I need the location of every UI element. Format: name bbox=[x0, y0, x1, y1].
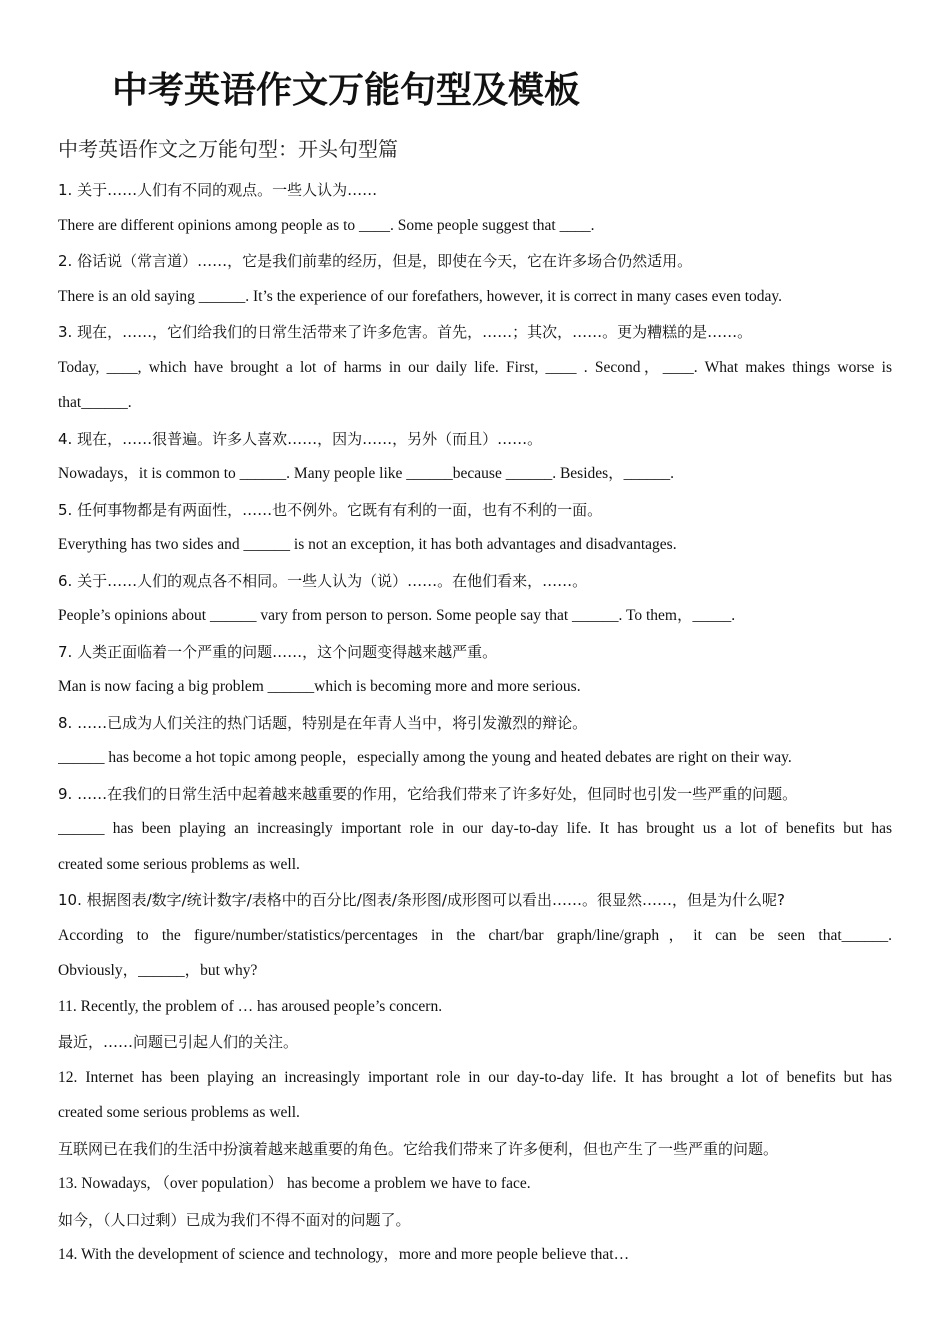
chinese-sentence: 如今，（人口过剩）已成为我们不得不面对的问题了。 bbox=[58, 1210, 411, 1229]
sentence-item bbox=[58, 989, 892, 1060]
chinese-sentence: 3. 现在，……，它们给我们的日常生活带来了许多危害。首先，……；其次，……。更为糟糕的是……。 bbox=[58, 323, 753, 341]
section-title: 中考英语作文之万能句型：开头句型篇 bbox=[58, 137, 398, 161]
sentence-item bbox=[58, 882, 892, 989]
english-sentence-line: 12. Internet has been playing an increasingly important role in our day-to-day life. It has brought a lot of benefits but has bbox=[58, 1068, 892, 1086]
sentence-item bbox=[58, 563, 892, 634]
english-sentence-line: ______ has been playing an increasingly important role in our day-to-day life. It has brought us a lot of benefits but has bbox=[58, 820, 892, 837]
chinese-sentence: 7. 人类正面临着一个严重的问题……，这个问题变得越来越严重。 bbox=[58, 642, 498, 661]
chinese-sentence: 2. 俗话说（常言道）……，它是我们前辈的经历，但是，即使在今天，它在许多场合仍然适用。 bbox=[58, 252, 693, 270]
chinese-sentence: 9. ……在我们的日常生活中起着越来越重要的作用，它给我们带来了许多好处，但同时也引发一些严重的问题。 bbox=[58, 784, 798, 803]
sentence-item bbox=[58, 705, 892, 776]
english-sentence-line: 14. With the development of science and technology，more and more people believe that… bbox=[58, 1246, 630, 1263]
sentence-item bbox=[58, 1166, 892, 1237]
chinese-sentence: 5. 任何事物都是有两面性，……也不例外。它既有有利的一面，也有不利的一面。 bbox=[58, 500, 603, 519]
chinese-sentence: 1. 关于……人们有不同的观点。一些人认为…… bbox=[58, 181, 378, 199]
english-sentence-line: People’s opinions about ______ vary from person to person. Some people say that ______. To them，_____. bbox=[58, 607, 736, 624]
english-sentence-line: There are different opinions among people as to ____. Some people suggest that ____. bbox=[58, 216, 595, 234]
sentence-item bbox=[58, 634, 892, 705]
chinese-sentence: 最近，……问题已引起人们的关注。 bbox=[58, 1033, 299, 1051]
sentence-item bbox=[58, 1060, 892, 1167]
english-sentence-line: Everything has two sides and ______ is not an exception, it has both advantages and disadvantages. bbox=[58, 536, 677, 553]
sentence-item bbox=[58, 314, 892, 421]
sentence-item bbox=[58, 776, 892, 883]
english-sentence-line: Obviously，______，but why? bbox=[58, 962, 258, 979]
sentence-item bbox=[58, 421, 892, 492]
english-sentence-line: According to the figure/number/statistics/percentages in the chart/bar graph/line/graph，it can be seen that______. bbox=[58, 926, 892, 944]
chinese-sentence: 10. 根据图表/数字/统计数字/表格中的百分比/图表/条形图/成形图可以看出……。很显然……，但是为什么呢? bbox=[58, 891, 785, 909]
english-sentence-line: There is an old saying ______. It’s the experience of our forefathers, however, it is correct in many cases even today. bbox=[58, 287, 783, 305]
sentence-item bbox=[58, 1237, 892, 1273]
english-sentence-line: Man is now facing a big problem ______which is becoming more and more serious. bbox=[58, 678, 581, 695]
english-sentence-line: ______ has become a hot topic among people，especially among the young and heated debates are right on their way. bbox=[58, 749, 792, 766]
english-sentence-line: created some serious problems as well. bbox=[58, 855, 300, 873]
english-sentence-line: 13. Nowadays, （over population） has become a problem we have to face. bbox=[58, 1175, 531, 1192]
english-sentence-line: created some serious problems as well. bbox=[58, 1104, 300, 1121]
english-sentence-line: that______. bbox=[58, 394, 132, 411]
chinese-sentence: 6. 关于……人们的观点各不相同。一些人认为（说）……。在他们看来，……。 bbox=[58, 571, 588, 590]
sentence-item bbox=[58, 172, 892, 243]
chinese-sentence: 8. ……已成为人们关注的热门话题，特别是在年青人当中，将引发激烈的辩论。 bbox=[58, 713, 588, 732]
sentence-item bbox=[58, 492, 892, 563]
document-title: 中考英语作文万能句型及模板 bbox=[112, 70, 581, 111]
english-sentence-line: Today, ____, which have brought a lot of harms in our daily life. First, ____ . Second，____. What makes things worse is bbox=[58, 358, 892, 376]
sentence-item bbox=[58, 243, 892, 314]
chinese-sentence: 4. 现在，……很普遍。许多人喜欢……，因为……，另外（而且）……。 bbox=[58, 429, 543, 448]
chinese-sentence: 互联网已在我们的生活中扮演着越来越重要的角色。它给我们带来了许多便利，但也产生了一些严重的问题。 bbox=[58, 1139, 779, 1158]
english-sentence-line: Nowadays，it is common to ______. Many people like ______because ______. Besides，______. bbox=[58, 465, 675, 482]
english-sentence-line: 11. Recently, the problem of … has aroused people’s concern. bbox=[58, 997, 443, 1015]
sentence-list bbox=[58, 172, 892, 1273]
